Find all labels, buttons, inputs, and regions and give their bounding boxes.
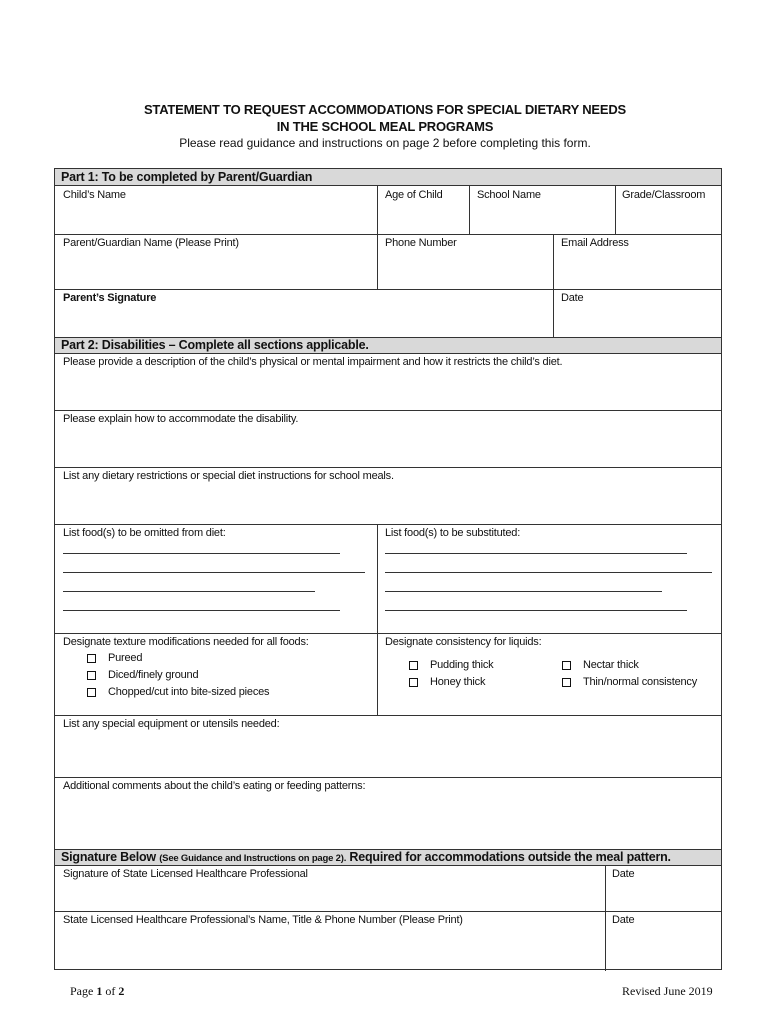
phone-number-field[interactable]: Phone Number <box>385 237 457 249</box>
impairment-description-field[interactable]: Please provide a description of the child’s physical or mental impairment and how it restricts the child’s diet. <box>63 356 563 368</box>
special-equipment-field[interactable]: List any special equipment or utensils needed: <box>63 718 280 730</box>
form-subtitle: Please read guidance and instructions on page 2 before completing this form. <box>179 136 591 150</box>
signature-header <box>61 850 671 864</box>
checkbox-icon[interactable] <box>409 661 418 670</box>
omitted-line[interactable] <box>63 572 365 573</box>
substituted-line[interactable] <box>385 553 687 554</box>
checkbox-icon[interactable] <box>562 661 571 670</box>
checkbox-icon[interactable] <box>87 688 96 697</box>
omitted-line[interactable] <box>63 610 340 611</box>
omitted-line[interactable] <box>63 591 315 592</box>
consistency-option-thin[interactable]: Thin/normal consistency <box>562 676 697 688</box>
page-number <box>70 984 124 999</box>
part1-header: Part 1: To be completed by Parent/Guardian <box>61 170 313 184</box>
form-title-line-1: STATEMENT TO REQUEST ACCOMMODATIONS FOR SPECIAL DIETARY NEEDS <box>143 102 627 117</box>
professional-signature-field[interactable]: Signature of State Licensed Healthcare Professional <box>63 868 308 880</box>
additional-comments-field[interactable]: Additional comments about the child’s eating or feeding patterns: <box>63 780 366 792</box>
texture-option-diced[interactable]: Diced/finely ground <box>87 669 198 681</box>
checkbox-icon[interactable] <box>87 671 96 680</box>
omitted-line[interactable] <box>63 553 340 554</box>
parent-date-field[interactable]: Date <box>561 292 584 304</box>
professional-name-date-field[interactable]: Date <box>612 914 635 926</box>
child-name-field[interactable]: Child’s Name <box>63 189 126 201</box>
consistency-option-nectar[interactable]: Nectar thick <box>562 659 639 671</box>
child-age-field[interactable]: Age of Child <box>385 189 443 201</box>
substituted-foods-label: List food(s) to be substituted: <box>385 527 521 539</box>
parent-signature-field[interactable]: Parent’s Signature <box>63 292 157 304</box>
page-total: 2 <box>118 984 125 998</box>
request-form <box>54 168 722 970</box>
substituted-line[interactable] <box>385 572 712 573</box>
professional-name-field[interactable]: State Licensed Healthcare Professional’s Name, Title & Phone Number (Please Print) <box>63 914 463 926</box>
page-current: 1 <box>96 984 103 998</box>
checkbox-icon[interactable] <box>562 678 571 687</box>
form-title-line-2: IN THE SCHOOL MEAL PROGRAMS <box>276 119 494 134</box>
page-of: of <box>102 984 119 998</box>
consistency-label: Designate consistency for liquids: <box>385 636 542 648</box>
consistency-option-honey[interactable]: Honey thick <box>409 676 485 688</box>
email-address-field[interactable]: Email Address <box>561 237 629 249</box>
texture-option-chopped[interactable]: Chopped/cut into bite-sized pieces <box>87 686 269 698</box>
omitted-foods-label: List food(s) to be omitted from diet: <box>63 527 226 539</box>
substituted-line[interactable] <box>385 610 687 611</box>
signature-header-main: Signature Below <box>61 850 156 864</box>
signature-header-rest: Required for accommodations outside the meal pattern. <box>346 850 671 864</box>
consistency-option-pudding[interactable]: Pudding thick <box>409 659 493 671</box>
checkbox-icon[interactable] <box>87 654 96 663</box>
part2-header: Part 2: Disabilities – Complete all sections applicable. <box>61 338 369 352</box>
signature-header-note: (See Guidance and Instructions on page 2). <box>159 853 347 864</box>
grade-classroom-field[interactable]: Grade/Classroom <box>622 189 706 201</box>
school-name-field[interactable]: School Name <box>477 189 541 201</box>
texture-label: Designate texture modifications needed for all foods: <box>63 636 309 648</box>
revision-date: Revised June 2019 <box>622 984 713 998</box>
texture-option-pureed[interactable]: Pureed <box>87 652 142 664</box>
guardian-name-field[interactable]: Parent/Guardian Name (Please Print) <box>63 237 239 249</box>
page-prefix: Page <box>70 984 97 998</box>
professional-signature-date-field[interactable]: Date <box>612 868 635 880</box>
accommodation-field[interactable]: Please explain how to accommodate the disability. <box>63 413 299 425</box>
dietary-restrictions-field[interactable]: List any dietary restrictions or special diet instructions for school meals. <box>63 470 394 482</box>
checkbox-icon[interactable] <box>409 678 418 687</box>
substituted-line[interactable] <box>385 591 662 592</box>
